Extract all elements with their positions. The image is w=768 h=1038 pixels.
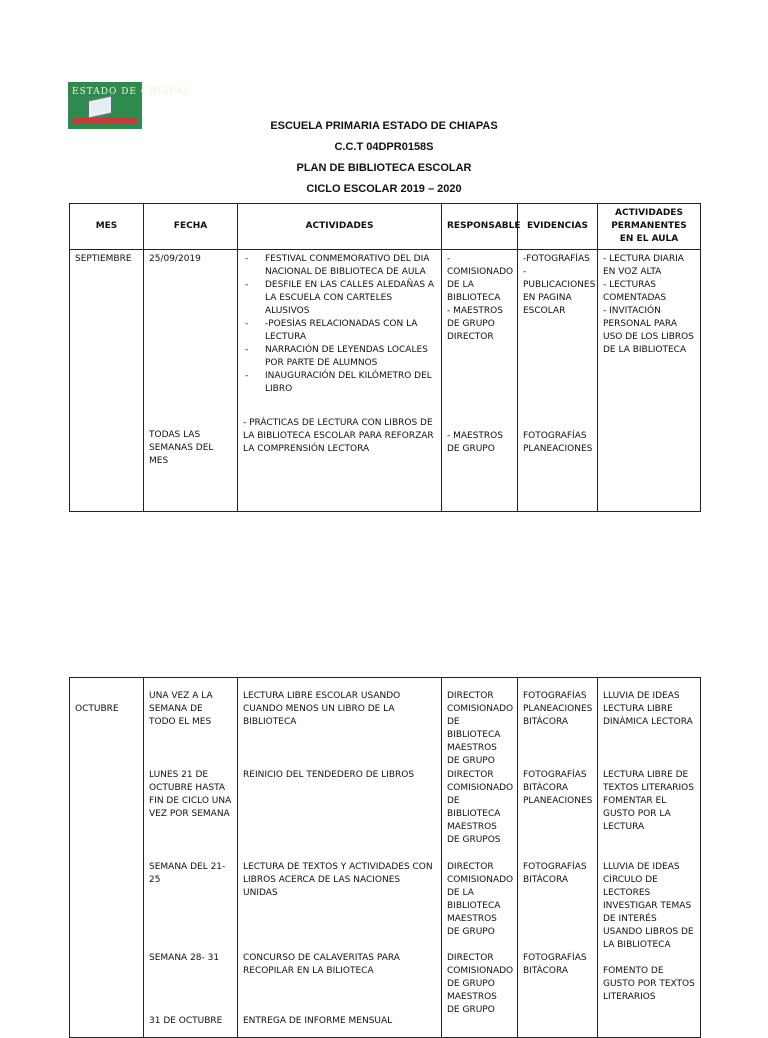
permanent-text: FOMENTAR EL GUSTO POR LA LECTURA — [603, 796, 671, 832]
activity-text: ENTREGA DE INFORME MENSUAL — [243, 1016, 393, 1026]
col-header-permanentes: ACTIVIDADES PERMANENTES EN EL AULA — [598, 204, 701, 250]
evidence-text: PLANEACIONES — [523, 704, 593, 714]
responsible-text: - COMISIONADO DE LA BIBLIOTECA — [447, 254, 514, 303]
evidence-cell — [518, 678, 598, 1038]
activities-list — [243, 253, 436, 396]
responsible-text: MAESTROS DE GRUPOS — [447, 822, 501, 845]
permanent-text: - LECTURA DIARIA EN VOZ ALTA — [603, 254, 684, 277]
activity-text: CONCURSO DE CALAVERITAS PARA RECOPILAR EN LA BILIOTECA — [243, 953, 400, 976]
evidence-text: FOTOGRAFÍAS — [523, 862, 587, 872]
date-text: LUNES 21 DE OCTUBRE HASTA FIN DE CICLO UNA VEZ POR SEMANA — [149, 770, 232, 819]
date-text: SEMANA 28- 31 — [149, 953, 220, 963]
responsible-text: DIRECTOR — [447, 953, 494, 963]
responsible-text: - MAESTROS DE GRUPO — [447, 306, 503, 329]
plan-title: PLAN DE BIBLIOTECA ESCOLAR — [296, 162, 472, 174]
evidence-text: PLANEACIONES — [523, 796, 593, 806]
list-item: - DESFILE EN LAS CALLES ALEDAÑAS A LA ESCUELA CON CARTELES ALUSIVOS — [265, 279, 436, 318]
permanent-text: - INVITACIÓN PERSONAL PARA USO DE LOS LIBROS DE LA BIBLIOTECA — [603, 306, 694, 355]
activity-text: - PRÁCTICAS DE LECTURA CON LIBROS DE LA BIBLIOTECA ESCOLAR PARA REFORZAR LA COMPRENSIÓN LECTORA — [243, 418, 434, 454]
september-table — [69, 203, 701, 512]
responsible-text: COMISIONADO DE GRUPO — [447, 966, 514, 989]
date-text: 25/09/2019 — [149, 254, 201, 264]
responsible-text: DIRECTOR — [447, 332, 494, 342]
permanent-text: INVESTIGAR TEMAS DE INTERÉS USANDO LIBROS DE LA BIBLIOTECA — [603, 901, 694, 950]
permanent-text: DINÁMICA LECTORA — [603, 717, 693, 727]
table-row — [70, 250, 701, 512]
responsible-cell — [442, 678, 518, 1038]
evidence-text: FOTOGRAFÍAS — [523, 431, 587, 441]
responsible-text: COMISIONADO DE LA BIBLIOTECA — [447, 875, 514, 911]
responsible-text: DIRECTOR — [447, 862, 494, 872]
col-header-responsable: RESPONSABLE — [442, 204, 518, 250]
responsible-text: DIRECTOR — [447, 691, 494, 701]
list-item: - NARRACIÓN DE LEYENDAS LOCALES POR PARTE DE ALUMNOS — [265, 344, 436, 370]
responsible-text: MAESTROS DE GRUPO — [447, 914, 497, 937]
evidence-text: FOTOGRAFÍAS — [523, 953, 587, 963]
evidence-cell — [518, 250, 598, 512]
evidence-text: BITÁCORA — [523, 875, 569, 885]
evidence-text: BITÁCORA — [523, 717, 569, 727]
date-text: SEMANA DEL 21- 25 — [149, 862, 226, 885]
responsible-text: DIRECTOR — [447, 770, 494, 780]
evidence-text: FOTOGRAFÍAS — [523, 770, 587, 780]
logo-text: ESTADO DE CHIAPAS — [72, 87, 191, 97]
october-table — [69, 677, 701, 1038]
permanent-text: LLUVIA DE IDEAS — [603, 862, 680, 872]
date-text: 31 DE OCTUBRE — [149, 1016, 223, 1026]
permanent-text: LECTURA LIBRE DE TEXTOS LITERARIOS — [603, 770, 694, 793]
col-header-evidencias: EVIDENCIAS — [518, 204, 598, 250]
activities-cell — [238, 678, 442, 1038]
list-item: - -POESÍAS RELACIONADAS CON LA LECTURA — [265, 318, 436, 344]
header-row — [70, 204, 701, 250]
permanent-text: LECTURA LIBRE — [603, 704, 673, 714]
permanent-text: FOMENTO DE GUSTO POR TEXTOS LITERARIOS — [603, 966, 695, 1002]
school-cct: C.C.T 04DPR0158S — [334, 141, 434, 153]
permanent-text: LLUVIA DE IDEAS — [603, 691, 680, 701]
permanent-cell — [598, 250, 701, 512]
month-cell: SEPTIEMBRE — [70, 250, 144, 512]
evidence-text: FOTOGRAFÍAS — [523, 691, 587, 701]
activity-text: REINICIO DEL TENDEDERO DE LIBROS — [243, 770, 415, 780]
col-header-fecha: FECHA — [144, 204, 238, 250]
school-name: ESCUELA PRIMARIA ESTADO DE CHIAPAS — [270, 120, 498, 132]
list-item: - INAUGURACIÓN DEL KILÓMETRO DEL LIBRO — [265, 370, 436, 396]
table-row — [70, 678, 701, 1038]
evidence-text: BITÁCORA — [523, 966, 569, 976]
month-cell: OCTUBRE — [70, 678, 144, 1038]
permanent-cell — [598, 678, 701, 1038]
evidence-text: PLANEACIONES — [523, 444, 593, 454]
activities-cell — [238, 250, 442, 512]
permanent-text: - LECTURAS COMENTADAS — [603, 280, 667, 303]
evidence-text: -FOTOGRAFÍAS — [523, 254, 590, 264]
date-cell — [144, 678, 238, 1038]
activity-text: LECTURA LIBRE ESCOLAR USANDO CUANDO MENOS UN LIBRO DE LA BIBLIOTECA — [243, 691, 401, 727]
date-cell — [144, 250, 238, 512]
responsible-text: MAESTROS DE GRUPO — [447, 743, 497, 766]
evidence-text: - PUBLICACIONES EN PAGINA ESCOLAR — [523, 267, 596, 316]
book-icon — [88, 95, 112, 118]
responsible-text: COMISIONADO DE BIBLIOTECA — [447, 783, 514, 819]
responsible-text: - MAESTROS DE GRUPO — [447, 431, 503, 454]
permanent-text: CÍRCULO DE LECTORES — [603, 875, 658, 898]
list-item: - FESTIVAL CONMEMORATIVO DEL DIA NACIONAL DE BIBLIOTECA DE AULA — [265, 253, 436, 279]
responsible-cell — [442, 250, 518, 512]
col-header-mes: MES — [70, 204, 144, 250]
activity-text: LECTURA DE TEXTOS Y ACTIVIDADES CON LIBROS ACERCA DE LAS NACIONES UNIDAS — [243, 862, 433, 898]
date-text: TODAS LAS SEMANAS DEL MES — [149, 430, 214, 466]
col-header-actividades: ACTIVIDADES — [238, 204, 442, 250]
responsible-text: MAESTROS DE GRUPO — [447, 992, 497, 1015]
responsible-text: COMISIONADO DE BIBLIOTECA — [447, 704, 514, 740]
evidence-text: BITÁCORA — [523, 783, 569, 793]
school-cycle: CICLO ESCOLAR 2019 – 2020 — [306, 183, 462, 195]
date-text: UNA VEZ A LA SEMANA DE TODO EL MES — [149, 691, 213, 727]
